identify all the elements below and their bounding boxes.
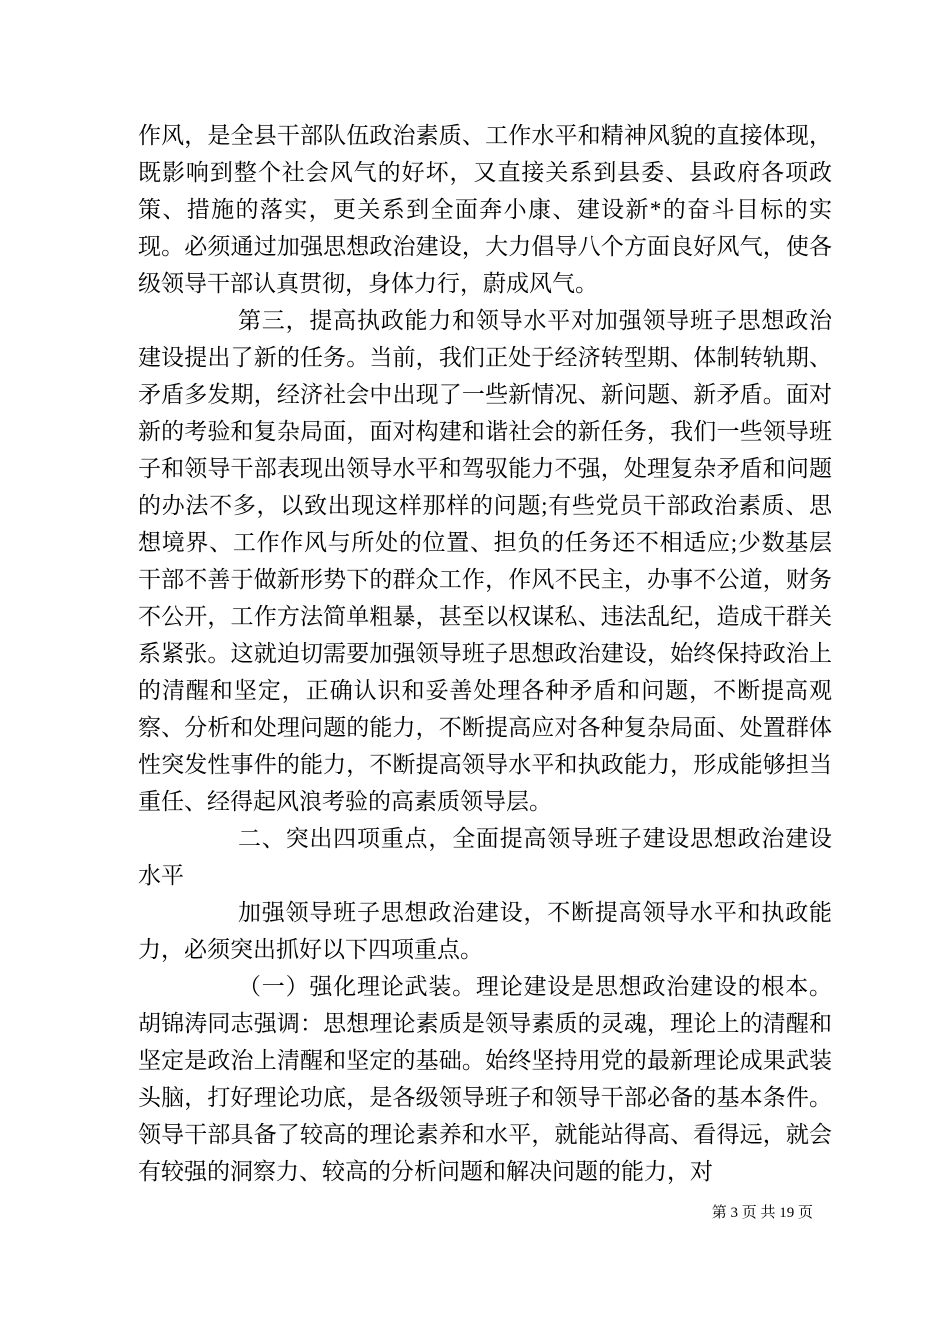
page-number-footer: 第 3 页 共 19 页 (711, 1205, 813, 1221)
paragraph: （一）强化理论武装。理论建设是思想政治建设的根本。胡锦涛同志强调：思想理论素质是领导素质的灵魂，理论上的清醒和坚定是政治上清醒和坚定的基础。始终坚持用党的最新理论成果武装头脑，打好理论功底，是各级领导班子和领导干部必备的基本条件。领导干部具备了较高的理论素养和水平，就能站得高、看得远，就会有较强的洞察力、较高的分析问题和解决问题的能力，对 (138, 974, 832, 1184)
paragraph: 作风，是全县干部队伍政治素质、工作水平和精神风貌的直接体现，既影响到整个社会风气的好坏，又直接关系到县委、县政府各项政策、措施的落实，更关系到全面奔小康、建设新*的奋斗目标的实现。必须通过加强思想政治建设，大力倡导八个方面良好风气，使各级领导干部认真贯彻，身体力行，蔚成风气。 (138, 123, 832, 296)
paragraph: 加强领导班子思想政治建设，不断提高领导水平和执政能力，必须突出抓好以下四项重点。 (138, 900, 832, 962)
document-body (138, 117, 832, 1190)
paragraph: 二、突出四项重点，全面提高领导班子建设思想政治建设水平 (138, 826, 832, 888)
paragraph: 第三，提高执政能力和领导水平对加强领导班子思想政治建设提出了新的任务。当前，我们正处于经济转型期、体制转轨期、矛盾多发期，经济社会中出现了一些新情况、新问题、新矛盾。面对新的考验和复杂局面，面对构建和谐社会的新任务，我们一些领导班子和领导干部表现出领导水平和驾驭能力不强，处理复杂矛盾和问题的办法不多，以致出现这样那样的问题;有些党员干部政治素质、思想境界、工作作风与所处的位置、担负的任务还不相适应;少数基层干部不善于做新形势下的群众工作，作风不民主，办事不公道，财务不公开，工作方法简单粗暴，甚至以权谋私、违法乱纪，造成干群关系紧张。这就迫切需要加强领导班子思想政治建设，始终保持政治上的清醒和坚定，正确认识和妥善处理各种矛盾和问题，不断提高观察、分析和处理问题的能力，不断提高应对各种复杂局面、处置群体性突发性事件的能力，不断提高领导水平和执政能力，形成能够担当重任、经得起风浪考验的高素质领导层。 (138, 308, 832, 814)
